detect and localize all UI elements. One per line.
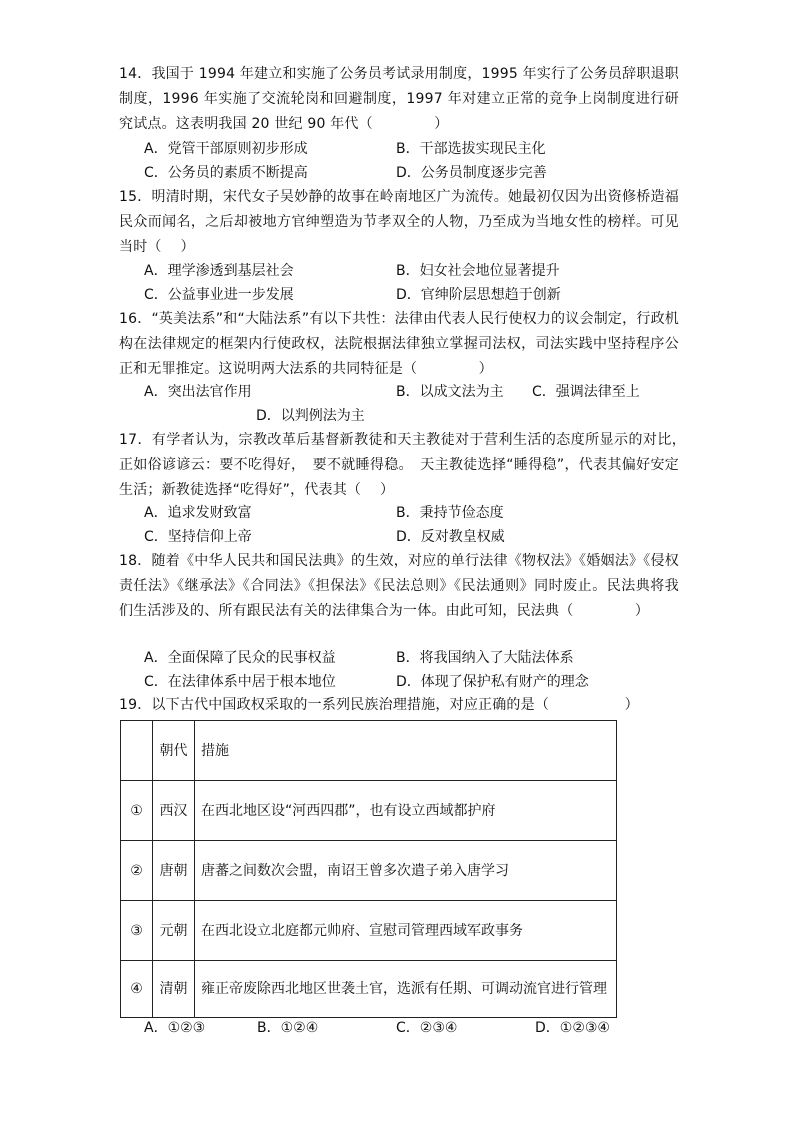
row-dynasty: 唐朝 [153, 841, 195, 901]
option-b: B．以成文法为主 [396, 384, 504, 400]
row-dynasty: 西汉 [153, 781, 195, 841]
question-18-stem: 18．随着《中华人民共和国民法典》的生效，对应的单行法律《物权法》《婚姻法》《侵权责任法》《继承法》《合同法》《担保法》《民法总则》《民法通则》同时废止。民法典将我们生活涉及的、所有跟民法有关的法律集合为一体。由此可知，民法典（ ） [119, 553, 679, 619]
row-dynasty: 元朝 [153, 901, 195, 961]
question-17-options [144, 501, 664, 551]
option-c: C．②③④ [396, 1020, 458, 1036]
option-a: A．全面保障了民众的民事权益 [144, 650, 336, 666]
row-measure: 在西北地区设“河西四郡”，也有设立西域都护府 [195, 781, 617, 841]
option-d: D．①②③④ [535, 1020, 610, 1036]
option-b: B．①②④ [257, 1020, 319, 1036]
question-15-stem: 15．明清时期，宋代女子吴妙静的故事在岭南地区广为流传。她最初仅因为出资修桥造福民众而闻名，之后却被地方官绅塑造为节孝双全的人物，乃至成为当地女性的榜样。可见当时（ ） [119, 189, 679, 255]
option-a: A．①②③ [144, 1020, 206, 1036]
row-num: ① [121, 781, 153, 841]
option-b: B．秉持节俭态度 [396, 505, 504, 521]
question-18-options [144, 646, 664, 696]
header-dynasty-cell: 朝代 [153, 721, 195, 781]
option-a: A．追求发财致富 [144, 505, 252, 521]
table-row [121, 961, 617, 1018]
option-d: D．官绅阶层思想趋于创新 [396, 287, 561, 303]
option-c: C．强调法律至上 [532, 384, 640, 400]
table-row [121, 781, 617, 841]
question-16-stem: 16．“英美法系”和“大陆法系”有以下共性：法律由代表人民行使权力的议会制定，行政机构在法律规定的框架内行使政权，法院根据法律独立掌握司法权，司法实践中坚持程序公正和无罪推定。这说明两大法系的共同特征是（ ） [119, 311, 679, 377]
option-a: A．党管干部原则初步形成 [144, 141, 308, 157]
question-16-options [144, 380, 664, 430]
row-measure: 雍正帝废除西北地区世袭土官，选派有任期、可调动流官进行管理 [195, 961, 617, 1018]
header-measure-cell: 措施 [195, 721, 617, 781]
question-14-options [144, 137, 664, 187]
option-c: C．在法律体系中居于根本地位 [144, 674, 336, 690]
option-d: D．公务员制度逐步完善 [396, 165, 547, 181]
table-row [121, 841, 617, 901]
option-c: C．坚持信仰上帝 [144, 529, 252, 545]
row-measure: 唐蕃之间数次会盟，南诏王曾多次遣子弟入唐学习 [195, 841, 617, 901]
row-measure: 在西北设立北庭都元帅府、宣慰司管理西域军政事务 [195, 901, 617, 961]
option-a: A．理学渗透到基层社会 [144, 263, 294, 279]
option-b: B．将我国纳入了大陆法体系 [396, 650, 574, 666]
row-num: ③ [121, 901, 153, 961]
table-row [121, 901, 617, 961]
table-header-row [121, 721, 617, 781]
row-dynasty: 清朝 [153, 961, 195, 1018]
option-b: B．妇女社会地位显著提升 [396, 263, 560, 279]
row-num: ② [121, 841, 153, 901]
option-c: C．公益事业进一步发展 [144, 287, 294, 303]
option-c: C．公务员的素质不断提高 [144, 165, 308, 181]
option-d: D．反对教皇权威 [396, 529, 505, 545]
option-d: D．体现了保护私有财产的理念 [396, 674, 589, 690]
question-15-options [144, 259, 664, 309]
row-num: ④ [121, 961, 153, 1018]
question-19-stem: 19．以下古代中国政权采取的一系列民族治理措施，对应正确的是（ ） [119, 697, 639, 713]
ethnic-policy-table [120, 720, 617, 1018]
question-17-stem: 17．有学者认为，宗教改革后基督新教徒和天主教徒对于营利生活的态度所显示的对比， 正如俗谚谚云：要不吃得好， 要不就睡得稳。 天主教徒选择“睡得稳”，代表其偏好安定生活；新教徒选择“吃得好”，代表其（ ） [119, 432, 694, 498]
question-14-stem: 14．我国于 1994 年建立和实施了公务员考试录用制度，1995 年实行了公务员辞职退职制度，1996 年实施了交流轮岗和回避制度，1997 年对建立正常的竞争上岗制度进行研究试点。这表明我国 20 世纪 90 年代（ ） [119, 66, 679, 132]
option-b: B．干部选拔实现民主化 [396, 141, 546, 157]
option-a: A．突出法官作用 [144, 384, 252, 400]
header-num-cell [121, 721, 153, 781]
option-d: D．以判例法为主 [256, 408, 365, 424]
